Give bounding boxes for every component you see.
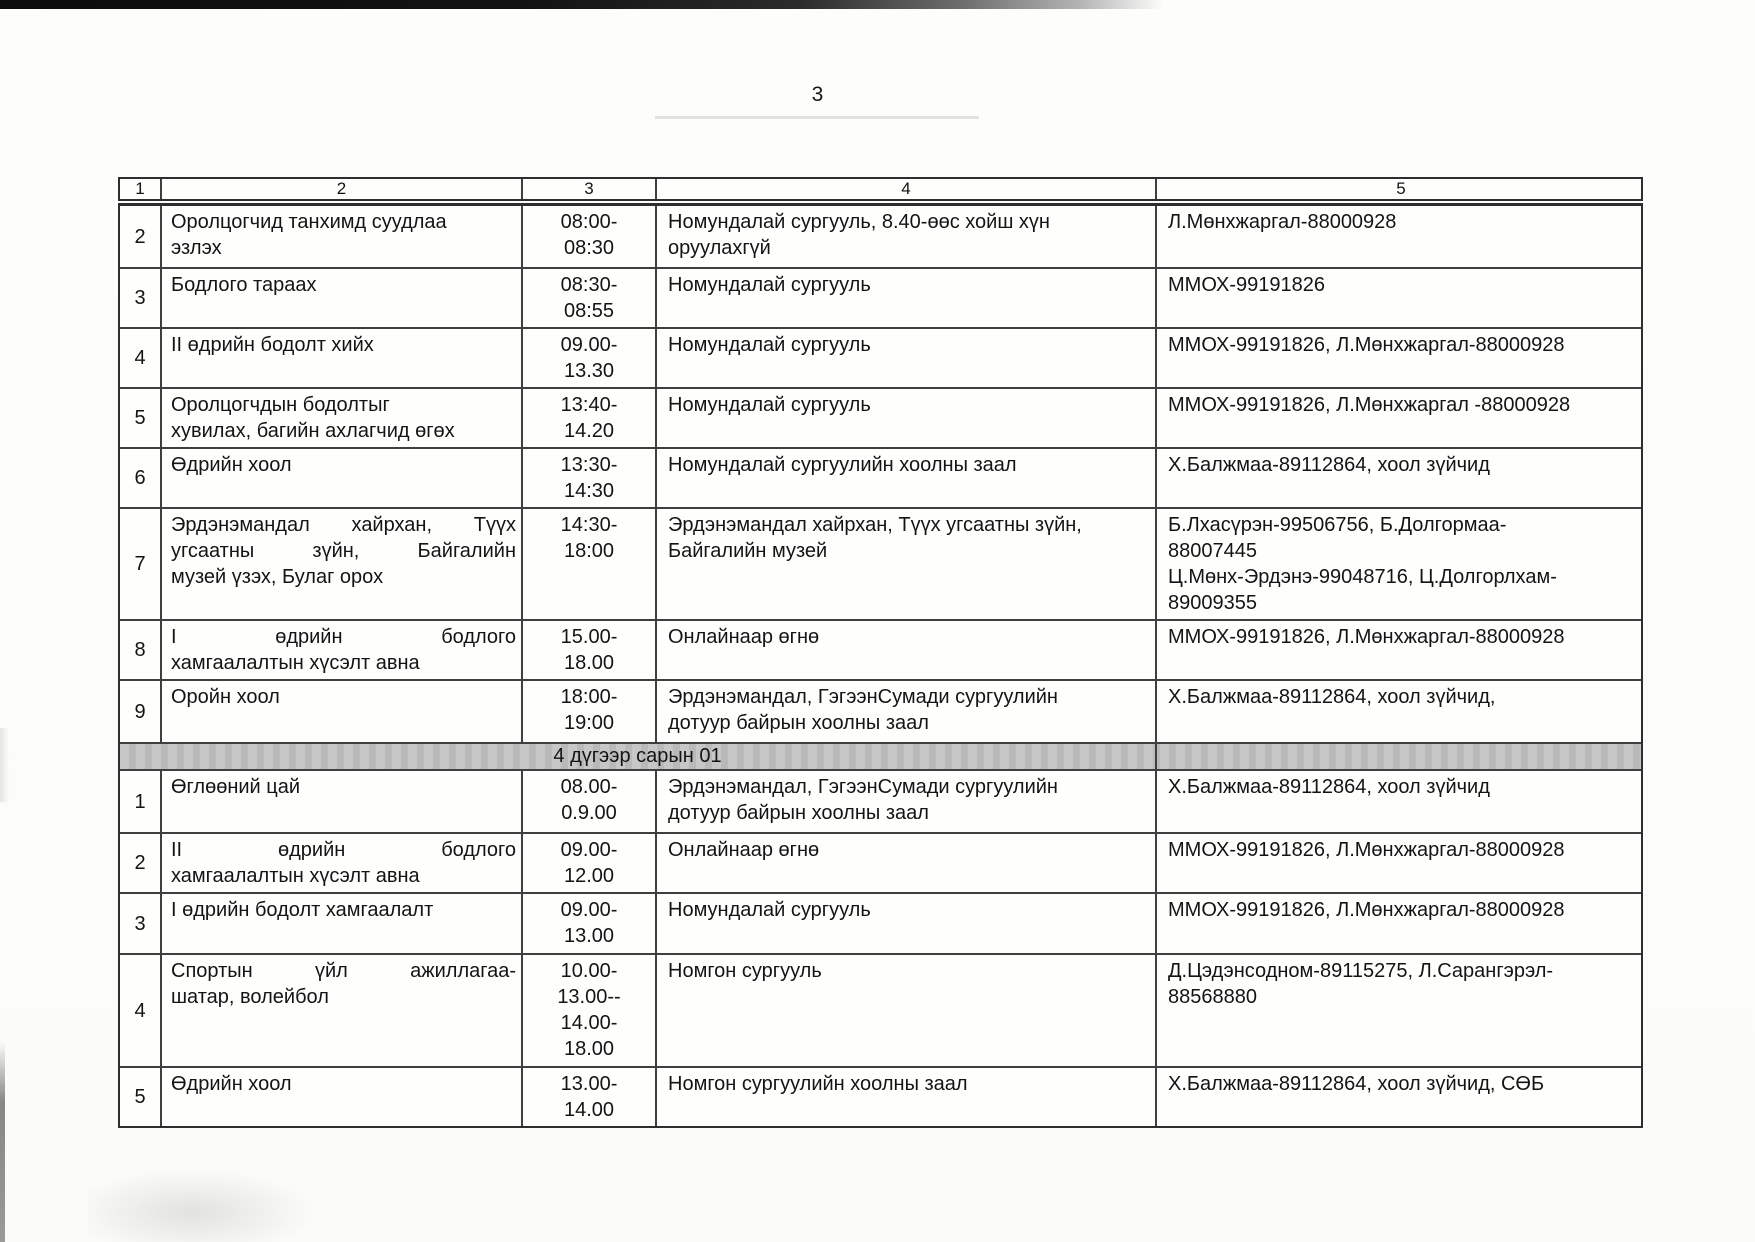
activity-cell: Спортын үйл ажиллагаа- шатар, волейбол xyxy=(162,955,523,1066)
contact-cell: ММОХ-99191826, Л.Мөнхжаргал-88000928 xyxy=(1168,899,1565,921)
row-number-cell: 2 xyxy=(120,834,162,892)
date-separator-empty-cell xyxy=(1157,744,1645,769)
location-cell: Номгон сургууль xyxy=(657,955,1157,1066)
table-body xyxy=(118,203,1643,1128)
table-row xyxy=(120,955,1641,1068)
time-cell: 13.00- 14.00 xyxy=(523,1068,657,1126)
time-cell: 09.00- 13.30 xyxy=(523,329,657,387)
scan-artifact-left-edge xyxy=(0,1042,5,1242)
location-cell: Номундалай сургуулийн хоолны заал xyxy=(657,449,1157,507)
row-number-cell: 3 xyxy=(120,894,162,953)
header-cell-1: 1 xyxy=(120,179,162,199)
row-number-cell: 9 xyxy=(120,681,162,742)
scan-artifact-top-bar xyxy=(0,0,1175,9)
activity-cell: Бодлого тараах xyxy=(162,269,523,327)
location-cell: Эрдэнэмандал хайрхан, Түүх угсаатны зүйн, Байгалийн музей xyxy=(657,509,1157,619)
location-cell: Эрдэнэмандал, ГэгээнСумади сургуулийн дотуур байрын хоолны заал xyxy=(657,771,1157,832)
scan-artifact-smudge xyxy=(88,1168,318,1242)
location-cell: Номгон сургуулийн хоолны заал xyxy=(657,1068,1157,1126)
date-separator-row xyxy=(120,744,1641,771)
contact-cell: Л.Мөнхжаргал-88000928 xyxy=(1168,211,1397,233)
location-cell: Номундалай сургууль xyxy=(657,329,1157,387)
location-cell: Номундалай сургууль xyxy=(657,894,1157,953)
date-separator-label: 4 дүгээр сарын 01 xyxy=(120,744,1157,769)
time-cell: 13:40- 14.20 xyxy=(523,389,657,447)
time-cell: 15.00- 18.00 xyxy=(523,621,657,679)
time-cell: 08.00- 0.9.00 xyxy=(523,771,657,832)
table-row xyxy=(120,681,1641,744)
row-number-cell: 6 xyxy=(120,449,162,507)
table-row xyxy=(120,621,1641,681)
header-cell-2: 2 xyxy=(162,179,523,199)
activity-cell: Оройн хоол xyxy=(162,681,523,742)
contact-cell: ММОХ-99191826, Л.Мөнхжаргал-88000928 xyxy=(1168,626,1565,648)
location-cell: Онлайнаар өгнө xyxy=(657,834,1157,892)
activity-cell: I өдрийн бодолт хамгаалалт xyxy=(162,894,523,953)
table-row xyxy=(120,389,1641,449)
row-number-cell: 2 xyxy=(120,206,162,267)
location-cell: Онлайнаар өгнө xyxy=(657,621,1157,679)
contact-cell: Х.Балжмаа-89112864, хоол зүйчид, xyxy=(1168,686,1496,708)
table-row xyxy=(120,894,1641,955)
table-row xyxy=(120,509,1641,621)
contact-cell: Х.Балжмаа-89112864, хоол зүйчид xyxy=(1168,776,1490,798)
location-cell: Номундалай сургууль xyxy=(657,389,1157,447)
activity-cell: II өдрийн бодлого хамгаалалтын хүсэлт авна xyxy=(162,834,523,892)
row-number-cell: 1 xyxy=(120,771,162,832)
contact-cell: Х.Балжмаа-89112864, хоол зүйчид xyxy=(1168,454,1490,476)
table-row xyxy=(120,449,1641,509)
location-cell: Номундалай сургууль, 8.40-өөс хойш хүн оруулахгүй xyxy=(657,206,1157,267)
header-cell-5: 5 xyxy=(1396,179,1406,198)
header-cell-3: 3 xyxy=(523,179,657,199)
table-row xyxy=(120,269,1641,329)
activity-cell: Оролцогчдын бодолтыг хувилах, багийн ахлагчид өгөх xyxy=(162,389,523,447)
time-cell: 08:30- 08:55 xyxy=(523,269,657,327)
time-cell: 18:00- 19:00 xyxy=(523,681,657,742)
table-row xyxy=(120,206,1641,269)
activity-cell: Эрдэнэмандал хайрхан, Түүх угсаатны зүйн, Байгалийн музей үзэх, Булаг орох xyxy=(162,509,523,619)
activity-cell: Өглөөний цай xyxy=(162,771,523,832)
location-cell: Номундалай сургууль xyxy=(657,269,1157,327)
row-number-cell: 7 xyxy=(120,509,162,619)
contact-cell: Х.Балжмаа-89112864, хоол зүйчид, СӨБ xyxy=(1168,1073,1545,1095)
activity-cell: Өдрийн хоол xyxy=(162,1068,523,1126)
location-cell: Эрдэнэмандал, ГэгээнСумади сургуулийн дотуур байрын хоолны заал xyxy=(657,681,1157,742)
table-row xyxy=(120,834,1641,894)
contact-cell: ММОХ-99191826 xyxy=(1168,274,1325,296)
activity-cell: II өдрийн бодолт хийх xyxy=(162,329,523,387)
contact-cell: Б.Лхасүрэн-99506756, Б.Долгормаа- 88007445 Ц.Мөнх-Эрдэнэ-99048716, Ц.Долгорлхам- 89009355 xyxy=(1168,514,1557,614)
row-number-cell: 8 xyxy=(120,621,162,679)
header-cell-4: 4 xyxy=(657,179,1157,199)
row-number-cell: 4 xyxy=(120,955,162,1066)
scan-artifact-underline xyxy=(655,116,979,119)
activity-cell: I өдрийн бодлого хамгаалалтын хүсэлт авна xyxy=(162,621,523,679)
contact-cell: Д.Цэдэнсодном-89115275, Л.Сарангэрэл- 88568880 xyxy=(1168,960,1554,1008)
table-row xyxy=(120,771,1641,834)
scan-artifact-left-streak xyxy=(0,728,9,802)
contact-cell: ММОХ-99191826, Л.Мөнхжаргал-88000928 xyxy=(1168,334,1565,356)
time-cell: 09.00- 13.00 xyxy=(523,894,657,953)
time-cell: 10.00- 13.00-- 14.00- 18.00 xyxy=(523,955,657,1066)
table-header-row xyxy=(118,177,1643,201)
row-number-cell: 5 xyxy=(120,389,162,447)
contact-cell: ММОХ-99191826, Л.Мөнхжаргал -88000928 xyxy=(1168,394,1571,416)
row-number-cell: 4 xyxy=(120,329,162,387)
time-cell: 13:30- 14:30 xyxy=(523,449,657,507)
activity-cell: Өдрийн хоол xyxy=(162,449,523,507)
activity-cell: Оролцогчид танхимд суудлаа эзлэх xyxy=(162,206,523,267)
time-cell: 08:00- 08:30 xyxy=(523,206,657,267)
contact-cell: ММОХ-99191826, Л.Мөнхжаргал-88000928 xyxy=(1168,839,1565,861)
time-cell: 09.00- 12.00 xyxy=(523,834,657,892)
row-number-cell: 5 xyxy=(120,1068,162,1126)
table-row xyxy=(120,1068,1641,1126)
row-number-cell: 3 xyxy=(120,269,162,327)
table-row xyxy=(120,329,1641,389)
time-cell: 14:30- 18:00 xyxy=(523,509,657,619)
schedule-table xyxy=(118,177,1643,1128)
page-number: 3 xyxy=(811,83,824,106)
